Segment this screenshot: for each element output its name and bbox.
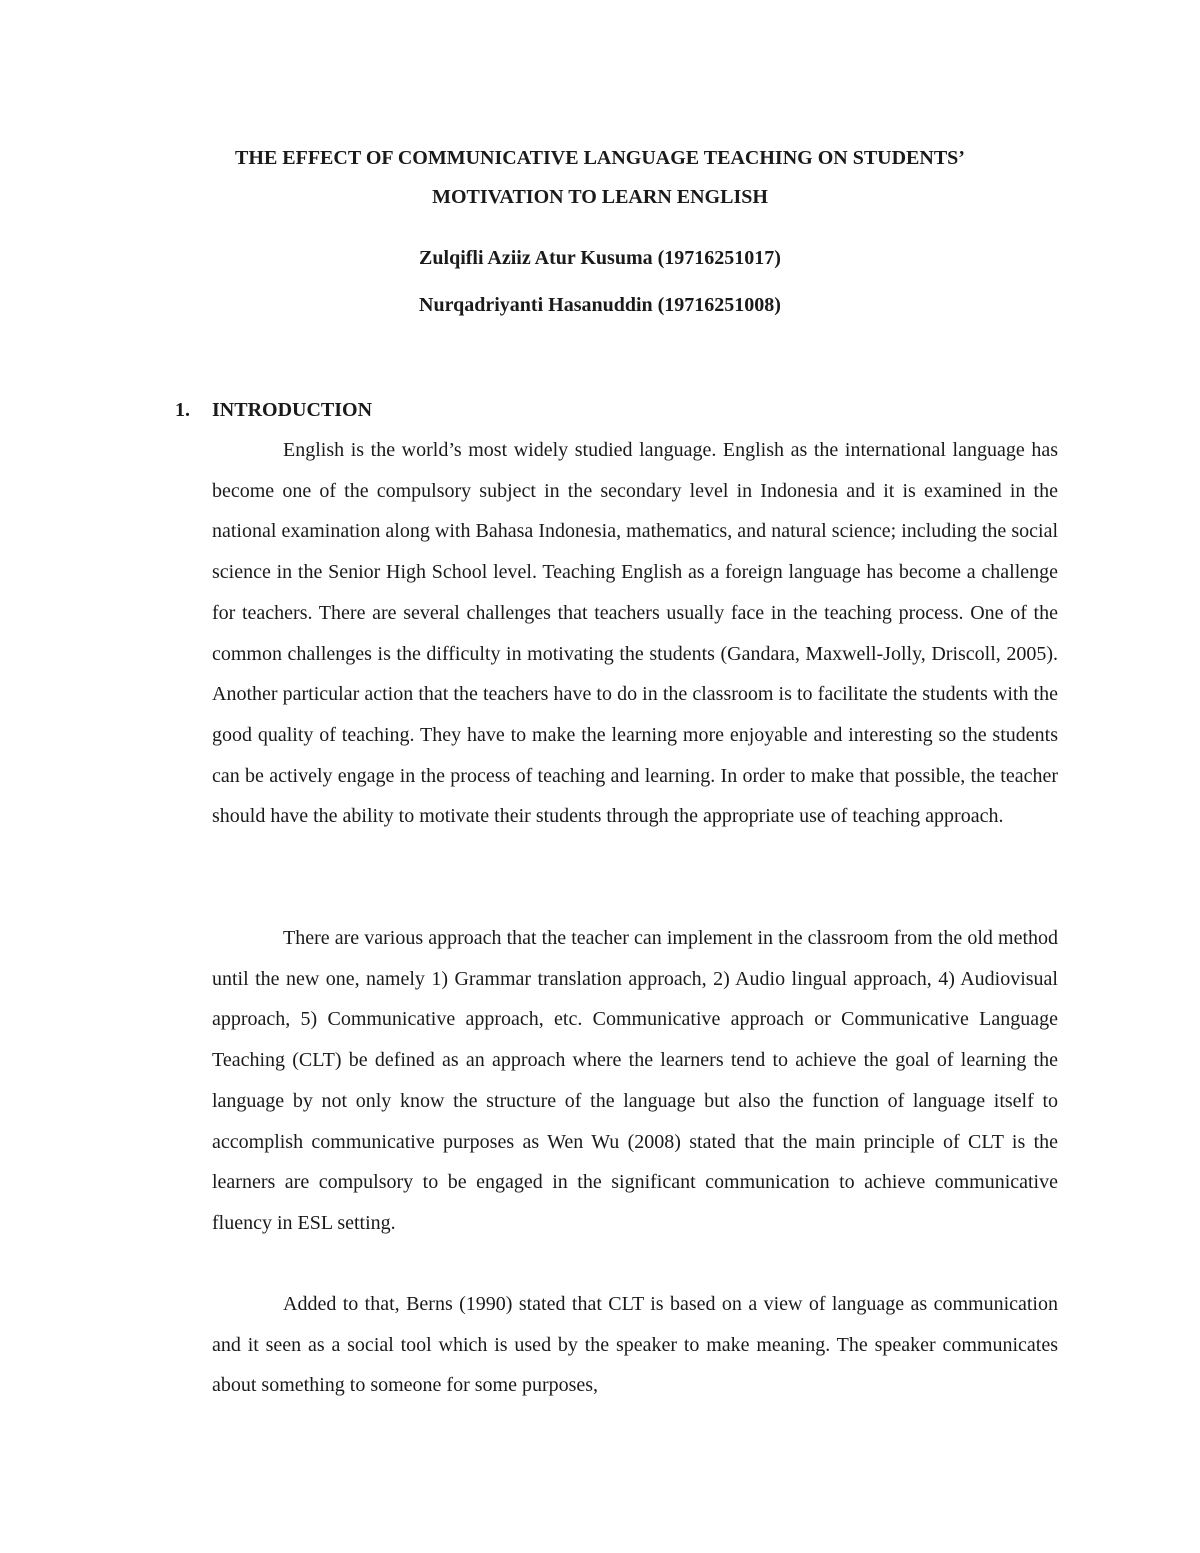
author-1: Zulqifli Aziiz Atur Kusuma (19716251017) (419, 247, 781, 269)
body-paragraph-2-container (212, 918, 1058, 1244)
body-paragraph-1-container (212, 430, 1058, 837)
section-number: 1. (175, 399, 190, 421)
section-title: INTRODUCTION (212, 399, 373, 421)
body-paragraph-3-container (212, 1284, 1058, 1406)
author-2: Nurqadriyanti Hasanuddin (19716251008) (419, 294, 781, 316)
paper-title-line-1: THE EFFECT OF COMMUNICATIVE LANGUAGE TEACHING ON STUDENTS’ (235, 147, 965, 169)
body-paragraph: There are various approach that the teacher can implement in the classroom from the old method until the new one, namely 1) Grammar translation approach, 2) Audio lingual approach, 4) Audiovisual approach, 5) Communicative approach, etc. Communicative approach or Communicative Language Teaching (CLT) be defined as an approach where the learners tend to achieve the goal of learning the language by not only know the structure of the language but also the function of language itself to accomplish communicative purposes as Wen Wu (2008) stated that the main principle of CLT is the learners are compulsory to be engaged in the significant communication to achieve communicative fluency in ESL setting. (212, 927, 1058, 1234)
body-paragraph: Added to that, Berns (1990) stated that CLT is based on a view of language as communication and it seen as a social tool which is used by the speaker to make meaning. The speaker communicates about something to someone for some purposes, (212, 1293, 1058, 1397)
body-paragraph: English is the world’s most widely studied language. English as the international language has become one of the compulsory subject in the secondary level in Indonesia and it is examined in the national examination along with Bahasa Indonesia, mathematics, and natural science; including the social science in the Senior High School level. Teaching English as a foreign language has become a challenge for teachers. There are several challenges that teachers usually face in the teaching process. One of the common challenges is the difficulty in motivating the students (Gandara, Maxwell-Jolly, Driscoll, 2005). Another particular action that the teachers have to do in the classroom is to facilitate the students with the good quality of teaching. They have to make the learning more enjoyable and interesting so the students can be actively engage in the process of teaching and learning. In order to make that possible, the teacher should have the ability to motivate their students through the appropriate use of teaching approach. (212, 439, 1058, 828)
section-heading (175, 397, 372, 423)
paper-title-line-2: MOTIVATION TO LEARN ENGLISH (432, 186, 768, 208)
